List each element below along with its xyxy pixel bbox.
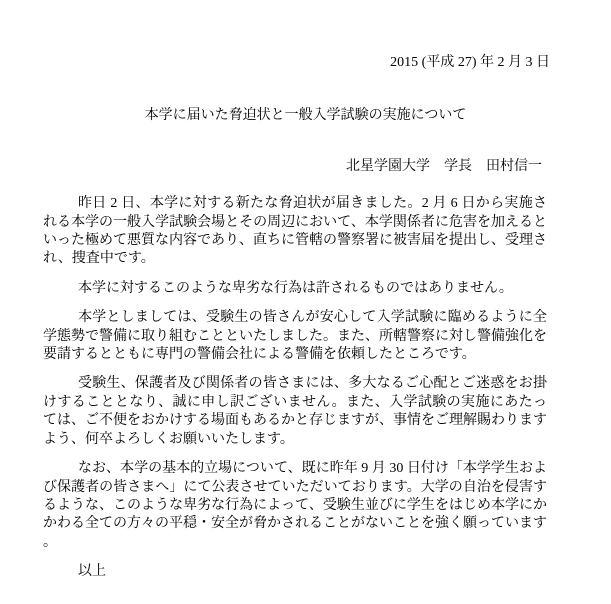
document-signature: 北星学園大学 学長 田村信一 (346, 158, 542, 174)
paragraph-apology: 受験生、保護者及び関係者の皆さまには、多大なるご心配とご迷惑をお掛けすることとなり、誠に申し訳ございません。また、入学試験の実施にあたっては、ご不便をおかけする場面もあるかと存じますが、事情をご理解賜わりますよう、何卒よろしくお願いいたします。 (43, 376, 547, 447)
document-date: 2015 (平成 27) 年 2 月 3 日 (390, 55, 550, 70)
closing-ijou: 以上 (78, 564, 106, 580)
paragraph-threat-report: 昨日 2 日、本学に対する新たな脅迫状が届きました。2 月 6 日から実施される本学の一般入学試験会場とその周辺において、本学関係者に危害を加えるといった極めて悪質な内容であり、直ちに管轄の警察署に被害届を提出し、受理され、捜査中です。 (43, 196, 547, 267)
paragraph-official-position: なお、本学の基本的立場について、既に昨年 9 月 30 日付け「本学学生および保護者の皆さまへ」にて公表させていただいております。大学の自治を侵害するような、このような卑劣な行為によって、受験生並びに学生をはじめ本学にかかわる全ての方々の平穏・安全が脅かされることがないことを強く願っています。 (43, 461, 547, 550)
paragraph-security-measures: 本学としましては、受験生の皆さんが安心して入学試験に臨めるように全学態勢で警備に取り組むことといたしました。また、所轄警察に対し警備強化を要請するとともに専門の警備会社による警備を依頼したところです。 (43, 310, 547, 363)
document-title: 本学に届いた脅迫状と一般入学試験の実施について (144, 108, 467, 124)
document-body (43, 195, 547, 581)
paragraph-condemnation: 本学に対するこのような卑劣な行為は許されるものではありません。 (78, 280, 513, 296)
